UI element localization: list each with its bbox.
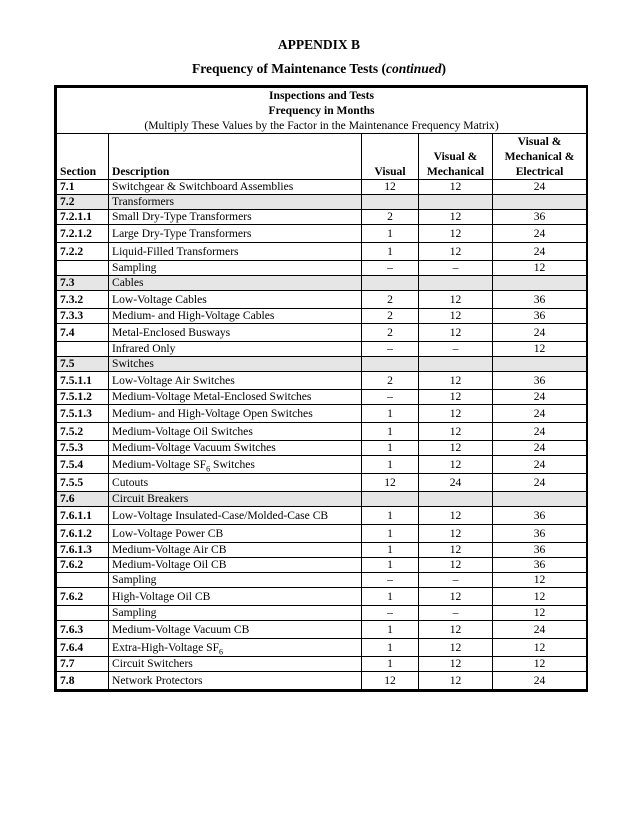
visual-mechanical-electrical-cell: 24 (493, 180, 587, 195)
col-header-description: Description (109, 134, 362, 180)
table-row (57, 657, 587, 672)
description-text: Network Protectors (112, 673, 203, 687)
description-cell (109, 225, 362, 243)
visual-cell: 1 (362, 243, 419, 261)
visual-cell: 1 (362, 423, 419, 441)
visual-mechanical-cell: 12 (419, 507, 493, 525)
description-text: Small Dry-Type Transformers (112, 210, 252, 224)
visual-mechanical-electrical-cell: 36 (493, 210, 587, 225)
description-text: Medium- and High-Voltage Open Switches (112, 406, 313, 420)
visual-mechanical-electrical-cell: 36 (493, 507, 587, 525)
visual-mechanical-cell: 12 (419, 558, 493, 573)
visual-mechanical-cell: 12 (419, 225, 493, 243)
description-subscript: 6 (206, 463, 211, 473)
description-text: Medium-Voltage SF (112, 457, 207, 471)
description-cell (109, 543, 362, 558)
section-cell: 7.3.2 (57, 291, 109, 309)
visual-cell: – (362, 606, 419, 621)
visual-mechanical-cell: 12 (419, 639, 493, 657)
description-cell (109, 261, 362, 276)
visual-mechanical-cell: 12 (419, 180, 493, 195)
section-cell: 7.7 (57, 657, 109, 672)
description-cell (109, 525, 362, 543)
table-group-row (57, 357, 587, 372)
description-cell (109, 606, 362, 621)
description-cell (109, 573, 362, 588)
table-row (57, 441, 587, 456)
description-text: Cutouts (112, 475, 149, 489)
visual-mechanical-cell: 12 (419, 657, 493, 672)
table-row (57, 606, 587, 621)
table-row (57, 672, 587, 690)
col-header-vm-line1: Visual & (433, 150, 478, 163)
description-cell (109, 588, 362, 606)
visual-mechanical-electrical-cell: 36 (493, 309, 587, 324)
visual-mechanical-electrical-cell: 24 (493, 672, 587, 690)
visual-mechanical-electrical-cell: 24 (493, 441, 587, 456)
description-text: Low-Voltage Insulated-Case/Molded-Case CB (112, 508, 329, 522)
visual-cell (362, 276, 419, 291)
visual-cell: – (362, 390, 419, 405)
table-row (57, 573, 587, 588)
description-subscript: 6 (219, 646, 224, 656)
visual-mechanical-electrical-cell (493, 195, 587, 210)
visual-cell: – (362, 261, 419, 276)
visual-mechanical-cell: – (419, 573, 493, 588)
section-cell: 7.6.4 (57, 639, 109, 657)
table-row (57, 324, 587, 342)
section-cell: 7.6.3 (57, 621, 109, 639)
visual-mechanical-electrical-cell: 12 (493, 342, 587, 357)
table-group-row (57, 195, 587, 210)
visual-mechanical-cell (419, 492, 493, 507)
description-text: Sampling (112, 573, 157, 587)
description-text: Medium- and High-Voltage Cables (112, 309, 275, 323)
section-cell (57, 261, 109, 276)
table-row (57, 210, 587, 225)
description-cell (109, 195, 362, 210)
visual-mechanical-electrical-cell: 24 (493, 474, 587, 492)
visual-mechanical-cell: 12 (419, 210, 493, 225)
visual-mechanical-electrical-cell (493, 357, 587, 372)
maintenance-frequency-table (54, 85, 588, 692)
visual-cell: 2 (362, 372, 419, 390)
description-tail: Switches (210, 457, 255, 471)
visual-mechanical-electrical-cell: 12 (493, 573, 587, 588)
description-cell (109, 372, 362, 390)
description-text: Infrared Only (112, 342, 176, 356)
description-text: Medium-Voltage Air CB (112, 543, 227, 557)
section-cell: 7.5.4 (57, 456, 109, 474)
section-cell: 7.4 (57, 324, 109, 342)
visual-cell: 1 (362, 507, 419, 525)
visual-cell: 2 (362, 291, 419, 309)
table-row (57, 261, 587, 276)
table-row (57, 474, 587, 492)
description-cell (109, 291, 362, 309)
description-cell (109, 180, 362, 195)
title-continued: continued (385, 61, 442, 76)
visual-mechanical-electrical-cell: 12 (493, 261, 587, 276)
visual-cell: 12 (362, 180, 419, 195)
description-cell (109, 357, 362, 372)
section-cell: 7.6.1.3 (57, 543, 109, 558)
visual-mechanical-cell: 12 (419, 672, 493, 690)
description-cell (109, 456, 362, 474)
visual-mechanical-cell: 12 (419, 441, 493, 456)
col-header-vme-line2: Mechanical & (504, 150, 575, 163)
visual-mechanical-electrical-cell: 24 (493, 324, 587, 342)
section-cell: 7.6.1.2 (57, 525, 109, 543)
visual-mechanical-cell: 12 (419, 621, 493, 639)
description-cell (109, 405, 362, 423)
section-cell (57, 606, 109, 621)
visual-mechanical-cell: 12 (419, 588, 493, 606)
section-cell: 7.6.2 (57, 558, 109, 573)
description-cell (109, 423, 362, 441)
description-text: Sampling (112, 261, 157, 275)
title-end: ) (441, 61, 446, 76)
description-text: High-Voltage Oil CB (112, 589, 211, 603)
visual-mechanical-electrical-cell: 12 (493, 657, 587, 672)
section-cell: 7.5.5 (57, 474, 109, 492)
table-row (57, 588, 587, 606)
visual-mechanical-electrical-cell: 12 (493, 606, 587, 621)
description-cell (109, 672, 362, 690)
table-row (57, 639, 587, 657)
table-row (57, 507, 587, 525)
section-cell: 7.6.1.1 (57, 507, 109, 525)
visual-mechanical-cell: 12 (419, 405, 493, 423)
visual-mechanical-electrical-cell: 36 (493, 525, 587, 543)
visual-cell: 2 (362, 324, 419, 342)
visual-mechanical-cell: 12 (419, 423, 493, 441)
description-text: Circuit Switchers (112, 657, 193, 671)
table-row (57, 423, 587, 441)
description-text: Large Dry-Type Transformers (112, 226, 252, 240)
col-header-visual-mechanical-electrical (493, 134, 587, 180)
description-cell (109, 621, 362, 639)
description-cell (109, 210, 362, 225)
visual-mechanical-cell: 12 (419, 243, 493, 261)
description-cell (109, 324, 362, 342)
description-text: Low-Voltage Power CB (112, 526, 224, 540)
description-text: Switchgear & Switchboard Assemblies (112, 180, 294, 194)
table-row (57, 621, 587, 639)
visual-mechanical-cell: 12 (419, 291, 493, 309)
description-text: Circuit Breakers (112, 492, 189, 506)
table-group-row (57, 276, 587, 291)
visual-cell: 1 (362, 456, 419, 474)
visual-mechanical-electrical-cell: 12 (493, 588, 587, 606)
table-row (57, 543, 587, 558)
visual-mechanical-electrical-cell (493, 492, 587, 507)
table-row (57, 291, 587, 309)
description-text: Medium-Voltage Vacuum CB (112, 622, 250, 636)
description-cell (109, 492, 362, 507)
section-cell: 7.5.1.1 (57, 372, 109, 390)
visual-mechanical-electrical-cell: 24 (493, 243, 587, 261)
table-row (57, 456, 587, 474)
section-cell: 7.3 (57, 276, 109, 291)
description-text: Low-Voltage Cables (112, 292, 207, 306)
section-cell: 7.5 (57, 357, 109, 372)
description-cell (109, 657, 362, 672)
header-line-3: (Multiply These Values by the Factor in the Maintenance Frequency Matrix) (144, 119, 499, 132)
table-row (57, 342, 587, 357)
table-row (57, 309, 587, 324)
section-cell: 7.5.2 (57, 423, 109, 441)
visual-cell: 12 (362, 474, 419, 492)
description-text: Cables (112, 276, 144, 290)
visual-cell: 1 (362, 525, 419, 543)
visual-mechanical-cell: 12 (419, 525, 493, 543)
visual-cell (362, 492, 419, 507)
visual-mechanical-cell: 12 (419, 390, 493, 405)
description-cell (109, 474, 362, 492)
appendix-heading: APPENDIX B (277, 37, 361, 52)
visual-mechanical-electrical-cell: 24 (493, 225, 587, 243)
description-text: Low-Voltage Air Switches (112, 373, 235, 387)
visual-mechanical-electrical-cell: 36 (493, 558, 587, 573)
table-row (57, 525, 587, 543)
description-cell (109, 558, 362, 573)
description-text: Metal-Enclosed Busways (112, 325, 231, 339)
section-cell: 7.5.3 (57, 441, 109, 456)
col-header-visual: Visual (362, 134, 419, 180)
visual-cell: 1 (362, 657, 419, 672)
section-cell: 7.5.1.3 (57, 405, 109, 423)
col-header-visual-mechanical (419, 134, 493, 180)
description-text: Sampling (112, 606, 157, 620)
description-text: Extra-High-Voltage SF (112, 640, 220, 654)
table-row (57, 243, 587, 261)
visual-mechanical-electrical-cell: 36 (493, 372, 587, 390)
visual-cell: 1 (362, 639, 419, 657)
description-cell (109, 507, 362, 525)
description-cell (109, 342, 362, 357)
visual-cell: 1 (362, 543, 419, 558)
visual-mechanical-cell: 12 (419, 324, 493, 342)
visual-mechanical-cell (419, 276, 493, 291)
header-line-1: Inspections and Tests (269, 89, 375, 102)
description-cell (109, 243, 362, 261)
section-cell: 7.2.2 (57, 243, 109, 261)
visual-cell: 1 (362, 588, 419, 606)
section-cell: 7.2.1.2 (57, 225, 109, 243)
description-text: Switches (112, 357, 154, 371)
col-header-vme-line3: Electrical (515, 165, 564, 178)
description-cell (109, 639, 362, 657)
section-cell: 7.2.1.1 (57, 210, 109, 225)
table-row (57, 405, 587, 423)
visual-cell (362, 195, 419, 210)
visual-cell: 2 (362, 309, 419, 324)
table-group-row (57, 492, 587, 507)
description-cell (109, 441, 362, 456)
visual-mechanical-cell: – (419, 261, 493, 276)
col-header-section: Section (57, 134, 109, 180)
description-text: Liquid-Filled Transformers (112, 244, 239, 258)
visual-cell: – (362, 342, 419, 357)
table-row (57, 390, 587, 405)
visual-cell (362, 357, 419, 372)
table-row (57, 180, 587, 195)
visual-mechanical-electrical-cell: 24 (493, 621, 587, 639)
description-cell (109, 390, 362, 405)
header-banner-cell (57, 88, 587, 134)
table-row (57, 225, 587, 243)
column-header-row (57, 134, 587, 180)
visual-mechanical-cell: – (419, 606, 493, 621)
visual-mechanical-electrical-cell: 24 (493, 390, 587, 405)
visual-mechanical-cell (419, 357, 493, 372)
title-main: Frequency of Maintenance Tests ( (191, 61, 386, 76)
col-header-vme-line1: Visual & (517, 135, 562, 148)
description-text: Medium-Voltage Oil Switches (112, 424, 253, 438)
section-cell: 7.6.2 (57, 588, 109, 606)
section-cell: 7.6 (57, 492, 109, 507)
visual-mechanical-cell: 12 (419, 372, 493, 390)
section-cell: 7.1 (57, 180, 109, 195)
visual-mechanical-cell: 24 (419, 474, 493, 492)
visual-cell: 1 (362, 621, 419, 639)
section-cell (57, 573, 109, 588)
description-cell (109, 276, 362, 291)
table-title (0, 61, 638, 77)
visual-mechanical-electrical-cell: 24 (493, 405, 587, 423)
table-header-banner (57, 88, 587, 134)
visual-cell: – (362, 573, 419, 588)
description-text: Medium-Voltage Metal-Enclosed Switches (112, 390, 312, 404)
visual-mechanical-electrical-cell: 24 (493, 456, 587, 474)
visual-mechanical-cell: 12 (419, 543, 493, 558)
description-text: Medium-Voltage Vacuum Switches (112, 441, 276, 455)
visual-mechanical-cell: 12 (419, 309, 493, 324)
description-cell (109, 309, 362, 324)
visual-cell: 1 (362, 441, 419, 456)
visual-cell: 1 (362, 558, 419, 573)
section-cell: 7.8 (57, 672, 109, 690)
visual-mechanical-electrical-cell: 36 (493, 291, 587, 309)
header-line-2: Frequency in Months (268, 104, 375, 117)
visual-cell: 12 (362, 672, 419, 690)
section-cell (57, 342, 109, 357)
visual-mechanical-cell: 12 (419, 456, 493, 474)
section-cell: 7.3.3 (57, 309, 109, 324)
visual-mechanical-electrical-cell: 12 (493, 639, 587, 657)
description-text: Medium-Voltage Oil CB (112, 558, 227, 572)
visual-mechanical-cell (419, 195, 493, 210)
visual-cell: 1 (362, 405, 419, 423)
section-cell: 7.2 (57, 195, 109, 210)
table-row (57, 558, 587, 573)
section-cell: 7.5.1.2 (57, 390, 109, 405)
description-text: Transformers (112, 195, 175, 209)
col-header-vm-line2: Mechanical (426, 165, 485, 178)
table-row (57, 372, 587, 390)
visual-mechanical-cell: – (419, 342, 493, 357)
visual-cell: 2 (362, 210, 419, 225)
visual-mechanical-electrical-cell (493, 276, 587, 291)
visual-mechanical-electrical-cell: 36 (493, 543, 587, 558)
visual-cell: 1 (362, 225, 419, 243)
visual-mechanical-electrical-cell: 24 (493, 423, 587, 441)
